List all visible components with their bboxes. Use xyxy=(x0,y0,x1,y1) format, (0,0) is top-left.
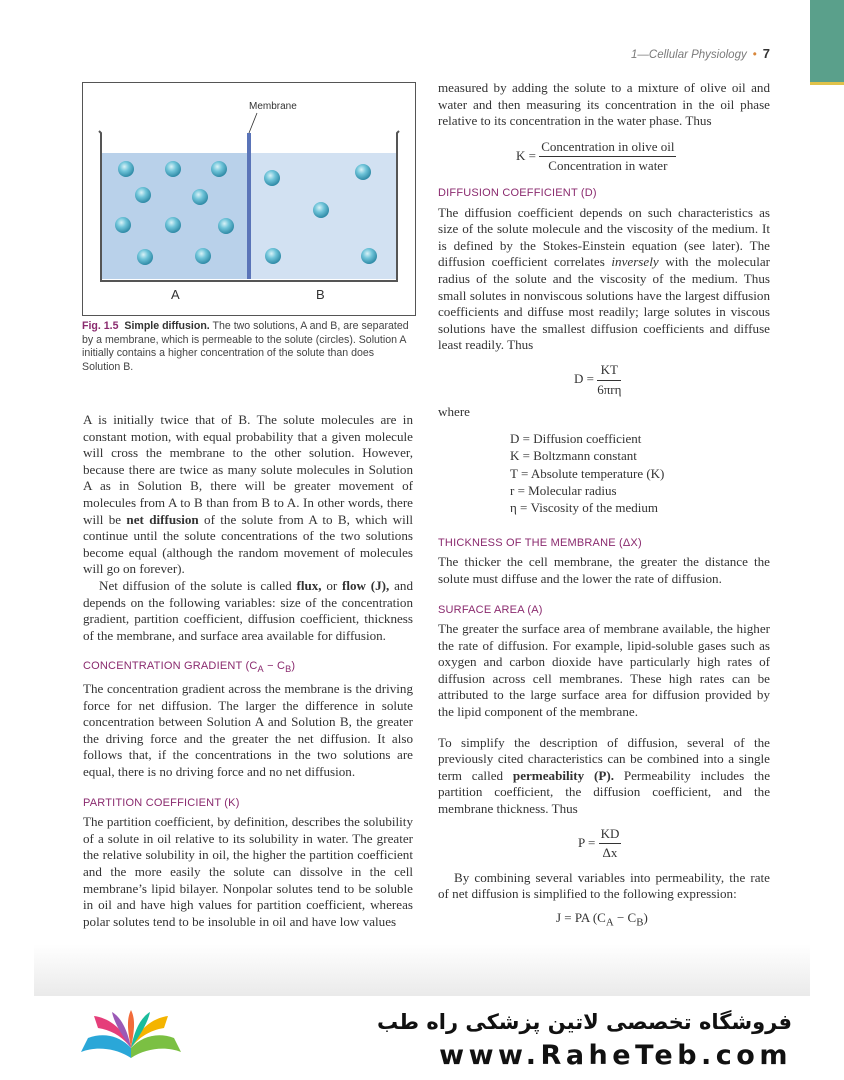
heading-text: CONCENTRATION GRADIENT (C xyxy=(83,660,258,673)
heading-surface-area: SURFACE AREA (A) xyxy=(438,603,543,616)
term-flow: flow (J), xyxy=(342,577,390,593)
equation-j xyxy=(556,910,770,929)
fraction xyxy=(539,139,676,175)
molecule xyxy=(265,248,281,264)
paragraph: measured by adding the solute to a mixture of olive oil and water and then measuring its concentration in the oil phase relative to its concentration in the water phase. Thus xyxy=(438,80,770,129)
eq-text: − C xyxy=(613,910,637,925)
paragraph xyxy=(83,412,413,578)
membrane xyxy=(247,133,251,279)
molecule xyxy=(195,248,211,264)
term-flux: flux, xyxy=(296,577,322,593)
right-column xyxy=(438,80,771,929)
subscript: B xyxy=(636,916,644,929)
molecule xyxy=(137,249,153,265)
numerator: KT xyxy=(597,362,621,381)
store-url[interactable]: www.RaheTeb.com xyxy=(439,1040,792,1071)
chapter-title: 1—Cellular Physiology xyxy=(631,49,747,61)
molecule xyxy=(264,170,280,186)
label-b: B xyxy=(316,287,325,302)
figure-number: Fig. 1.5 xyxy=(82,320,119,332)
molecule xyxy=(218,218,234,234)
separator-dot: • xyxy=(752,49,757,61)
term-permeability: permeability (P). xyxy=(512,767,614,783)
membrane-label: Membrane xyxy=(249,101,297,112)
running-head xyxy=(631,46,770,61)
left-column xyxy=(83,412,413,930)
denominator: Concentration in water xyxy=(548,158,668,174)
text: To simplify the description of diffusion, several of the previously cited characteristics can be combined into a single term called xyxy=(438,734,770,783)
denominator: Δx xyxy=(602,845,618,861)
paragraph xyxy=(438,205,770,354)
store-title: فروشگاه تخصصی لاتین پزشکی راه طب xyxy=(377,1010,792,1034)
molecule xyxy=(165,161,181,177)
equation-p xyxy=(578,826,770,862)
chapter-tab-rule xyxy=(810,82,844,85)
text: Net diffusion of the solute is called xyxy=(99,577,292,593)
variable-definitions xyxy=(510,430,770,517)
molecule xyxy=(165,217,181,233)
subscript: A xyxy=(257,664,264,675)
book-logo-icon xyxy=(76,1008,186,1068)
eq-lhs: P = xyxy=(578,834,596,850)
definition-line: D = Diffusion coefficient xyxy=(510,430,642,446)
definition-line: r = Molecular radius xyxy=(510,482,617,498)
text: or xyxy=(326,577,338,593)
diffusion-figure xyxy=(82,82,416,316)
text: A is initially twice that of B. The solute molecules are in constant motion, with equal probability that a given molecule will cross the membrane to the other solution. However, because there are twice as many solute molecules in Solution A as in Solution B, there will be greater movement of molecules from A to B than from B to A. In other words, there will be xyxy=(83,412,413,527)
text: and depends on the following variables: size of the concentration gradient, partition coefficient, diffusion coefficient, thickness of the membrane, and surface area available for diffusion. xyxy=(83,577,413,643)
equation-k xyxy=(516,139,770,175)
text: The diffusion coefficient depends on such characteristics as size of the solute molecule and the viscosity of the medium. It is defined by the Stokes-Einstein equation (see later). The diffusion coefficient correlates xyxy=(438,204,770,270)
heading-text: − C xyxy=(263,660,286,673)
heading-diffusion-coefficient: DIFFUSION COEFFICIENT (D) xyxy=(438,186,597,199)
definition-line: K = Boltzmann constant xyxy=(510,448,637,464)
numerator: Concentration in olive oil xyxy=(539,139,676,158)
chapter-tab xyxy=(810,0,844,82)
molecule xyxy=(192,189,208,205)
subscript: A xyxy=(605,916,614,929)
definition-line: T = Absolute temperature (K) xyxy=(510,465,665,481)
eq-text: J = PA (C xyxy=(556,910,606,925)
equation-j-inner xyxy=(556,910,770,931)
heading-text: ) xyxy=(291,660,296,673)
molecule xyxy=(361,248,377,264)
numerator: KD xyxy=(599,826,622,845)
subscript: B xyxy=(285,664,292,675)
page-number: 7 xyxy=(762,46,770,61)
molecule xyxy=(135,187,151,203)
heading-partition-coefficient: PARTITION COEFFICIENT (K) xyxy=(83,796,240,809)
heading-membrane-thickness: THICKNESS OF THE MEMBRANE (ΔX) xyxy=(438,536,642,549)
paragraph: The thicker the cell membrane, the greater the distance the solute must diffuse and the lower the rate of diffusion. xyxy=(438,554,770,586)
text: with the molecular radius of the solute and the viscosity of the medium. Thus small solutes in nonviscous solutions have the largest diffusion coefficients and diffuse most readily; large solutes in viscous solutions have the smallest diffusion coefficients and diffuse least readily. Thus xyxy=(438,254,770,353)
page-bottom-fade xyxy=(34,944,810,996)
molecule xyxy=(115,217,131,233)
emphasis: inversely xyxy=(611,254,659,270)
molecule xyxy=(118,161,134,177)
paragraph xyxy=(83,578,413,644)
eq-lhs: K = xyxy=(516,147,536,163)
definition-line: η = Viscosity of the medium xyxy=(510,500,659,516)
label-a: A xyxy=(171,287,180,302)
text: of the solute from A to B, which will continue until the solute concentrations of the two solutions become equal (although the random movement of molecules will go on forever). xyxy=(83,511,413,577)
heading-concentration-gradient xyxy=(83,658,413,678)
figure-caption-text: The two solutions, A and B, are separated by a membrane, which is permeable to the solute (circles). Solution A initially contains a higher concentration of the solute than does Solution B. xyxy=(82,320,409,373)
text: Permeability includes the partition coefficient, the diffusion coefficient, and the membrane thickness. Thus xyxy=(438,767,771,817)
molecule xyxy=(211,161,227,177)
equation-d xyxy=(574,362,770,398)
eq-lhs: D = xyxy=(574,370,594,386)
paragraph: The greater the surface area of membrane available, the higher the rate of diffusion. For example, lipid-soluble gases such as oxygen and carbon dioxide have particularly high rates of diffusion across cell membranes. These high rates can be attributed to the large surface area for diffusion provided by the lipid component of the membrane. xyxy=(438,621,770,720)
paragraph: The partition coefficient, by definition, describes the solubility of a solute in oil relative to its solubility in water. The greater the relative solubility in oil, the higher the partition coefficient and the more easily the solute can dissolve in the cell membrane’s lipid bilayer. Nonpolar solutes tend to be soluble in oil and have high values for partition coefficient, whereas polar solutes tend to be insoluble in oil and have low values xyxy=(83,814,413,929)
figure-title: Simple diffusion. xyxy=(124,320,210,332)
membrane-pointer xyxy=(249,113,257,133)
eq-text: ) xyxy=(643,910,648,925)
figure-caption xyxy=(82,320,412,374)
molecule xyxy=(355,164,371,180)
paragraph xyxy=(438,735,770,818)
paragraph: The concentration gradient across the membrane is the driving force for net diffusion. The larger the difference in solute concentration between Solution A and Solution B, the greater the driving force and the greater the net diffusion. It also follows that, if the concentrations in the two solutions are equal, there is no driving force and no net diffusion. xyxy=(83,681,413,780)
denominator: 6πrη xyxy=(597,381,622,397)
term-net-diffusion: net diffusion xyxy=(126,511,199,527)
fraction xyxy=(597,362,621,398)
diffusion-diagram xyxy=(83,83,415,315)
paragraph: By combining several variables into permeability, the rate of net diffusion is simplified to the following expression: xyxy=(438,869,770,902)
where-label: where xyxy=(438,404,470,420)
fraction xyxy=(599,826,622,862)
molecule xyxy=(313,202,329,218)
